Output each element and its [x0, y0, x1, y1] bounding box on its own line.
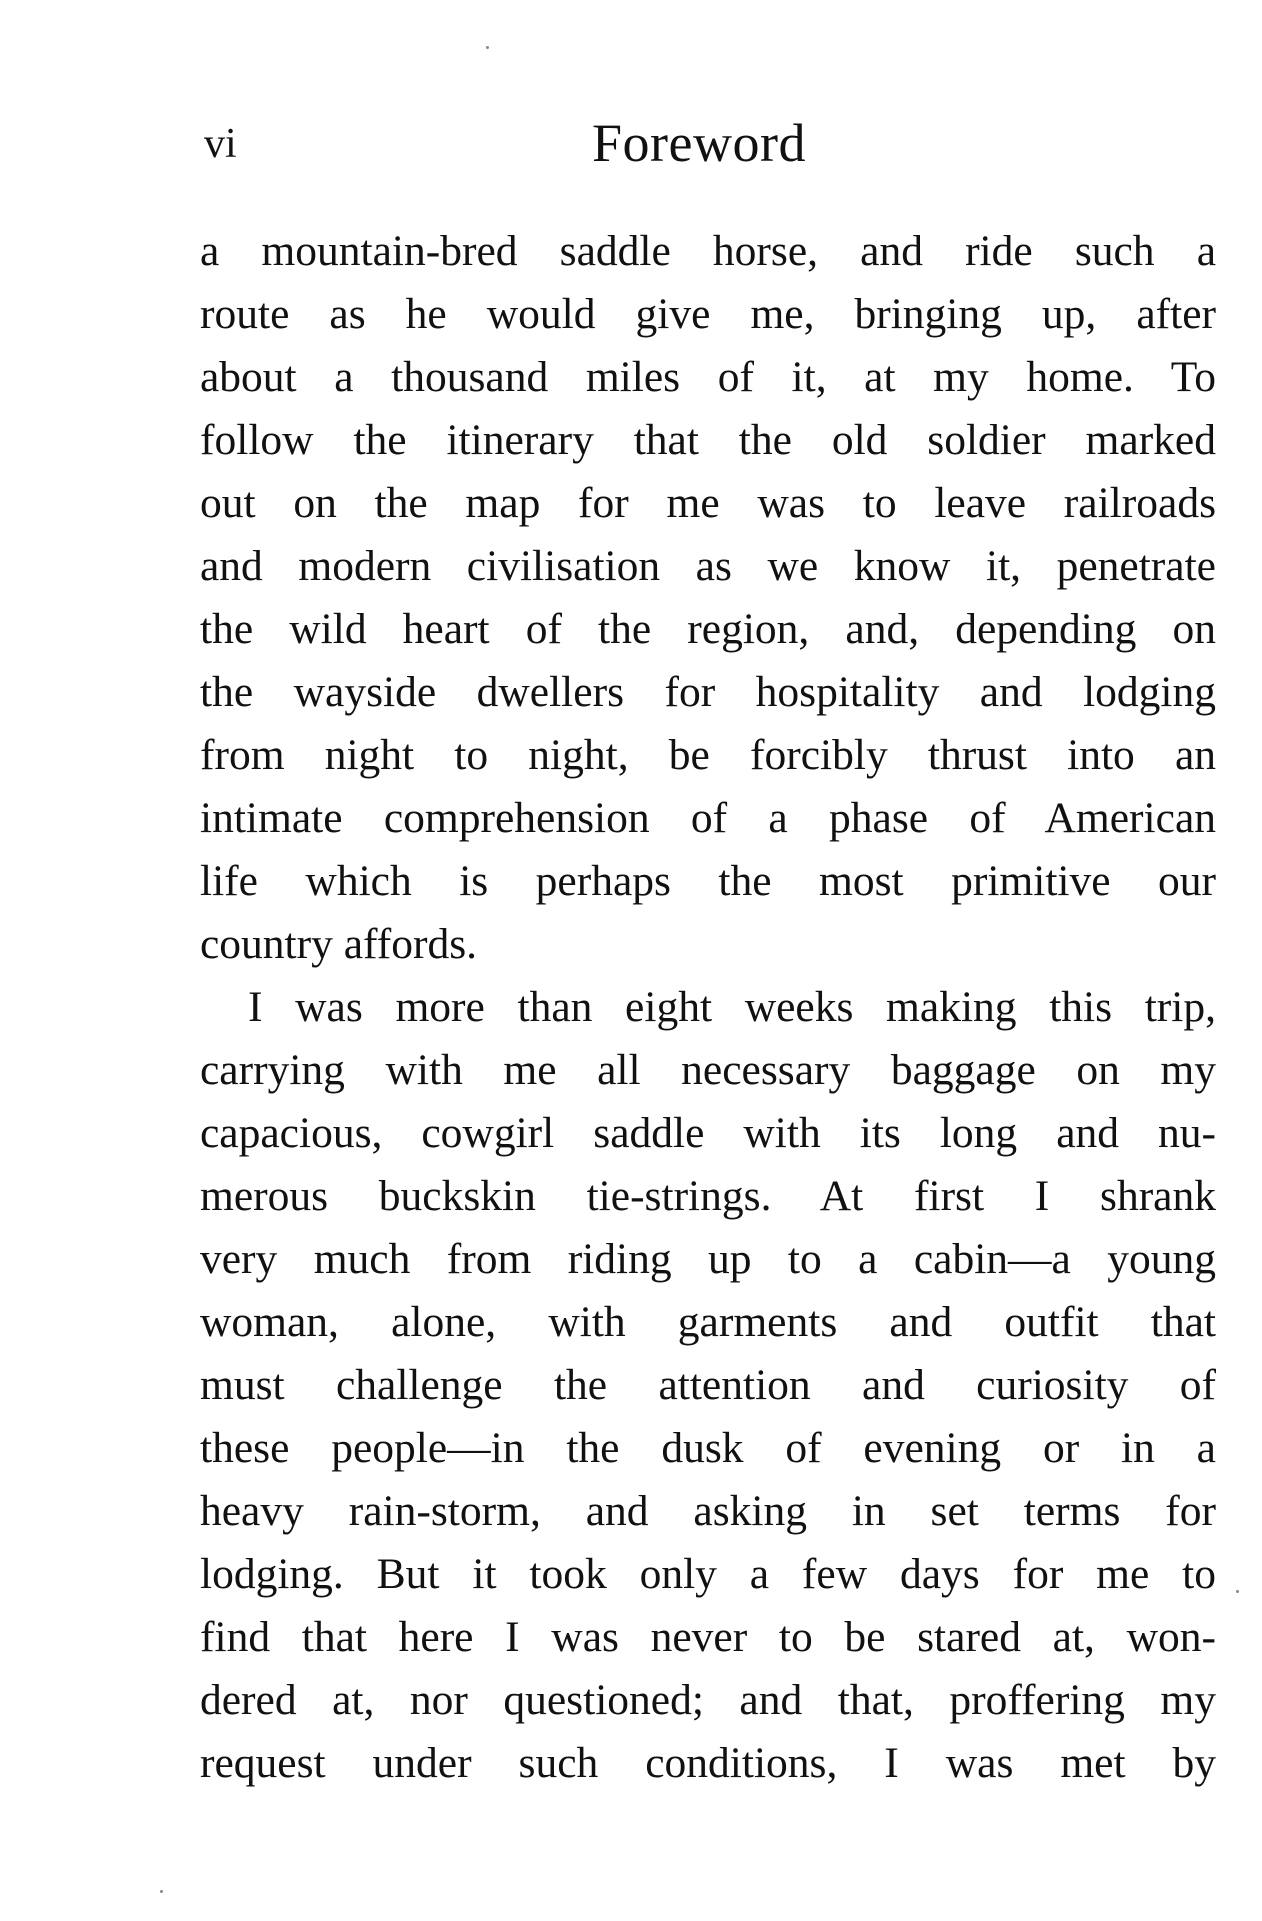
text-line: lodging. But it took only a few days for me to — [200, 1550, 1216, 1598]
text-line: request under such conditions, I was met by — [200, 1739, 1216, 1787]
text-line: country affords. — [200, 920, 478, 968]
text-line: merous buckskin tie-strings. At first I shrank — [200, 1172, 1216, 1220]
text-line: and modern civilisation as we know it, penetrate — [200, 542, 1216, 590]
scan-speck — [1236, 1590, 1239, 1593]
scan-speck — [486, 46, 489, 49]
body-text — [200, 220, 1216, 1795]
text-line: dered at, nor questioned; and that, proffering my — [200, 1676, 1216, 1724]
text-line: find that here I was never to be stared at, won- — [200, 1613, 1216, 1661]
page-header — [0, 112, 1262, 182]
text-line: very much from riding up to a cabin—a young — [200, 1235, 1216, 1283]
text-line: carrying with me all necessary baggage on my — [200, 1046, 1216, 1094]
text-line: follow the itinerary that the old soldier marked — [200, 416, 1216, 464]
text-line: woman, alone, with garments and outfit that — [200, 1298, 1216, 1346]
text-line: heavy rain-storm, and asking in set terms for — [200, 1487, 1216, 1535]
text-line: must challenge the attention and curiosity of — [200, 1361, 1216, 1409]
page-number: vi — [204, 121, 237, 167]
text-line: intimate comprehension of a phase of American — [200, 794, 1216, 842]
text-line: from night to night, be forcibly thrust into an — [200, 731, 1216, 779]
text-line: I was more than eight weeks making this trip, — [248, 983, 1216, 1031]
text-line: a mountain-bred saddle horse, and ride such a — [200, 227, 1216, 275]
paragraph-1 — [200, 220, 1216, 976]
scan-speck — [160, 1890, 163, 1893]
text-line: these people—in the dusk of evening or in a — [200, 1424, 1216, 1472]
text-line: about a thousand miles of it, at my home. To — [200, 353, 1216, 401]
running-title: Foreword — [592, 113, 806, 173]
text-line: the wayside dwellers for hospitality and lodging — [200, 668, 1216, 716]
paragraph-2 — [200, 976, 1216, 1795]
text-line: the wild heart of the region, and, depending on — [200, 605, 1216, 653]
text-line: out on the map for me was to leave railroads — [200, 479, 1216, 527]
text-line: life which is perhaps the most primitive our — [200, 857, 1216, 905]
text-line: capacious, cowgirl saddle with its long and nu- — [200, 1109, 1216, 1157]
text-line: route as he would give me, bringing up, after — [200, 290, 1216, 338]
